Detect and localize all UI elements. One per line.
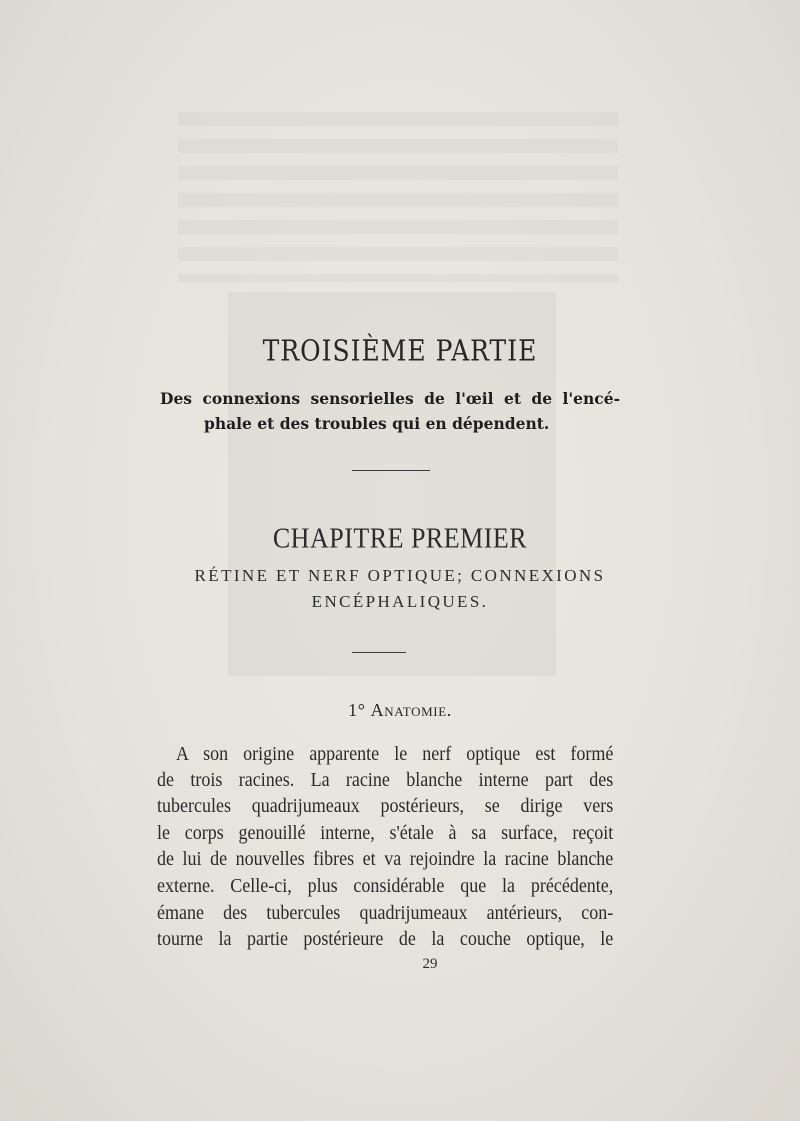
body-line: émane des tubercules quadrijumeaux antérieurs, con- xyxy=(157,902,614,924)
section-heading xyxy=(0,700,800,721)
divider-rule xyxy=(352,470,430,471)
chapter-subtitle-line-2: ENCÉPHALIQUES. xyxy=(311,592,489,611)
section-title: Anatomie. xyxy=(370,700,452,720)
body-line: externe. Celle-ci, plus considérable que la précédente, xyxy=(157,875,614,897)
part-subtitle-line-1: Des connexions sensorielles de l'œil et de l'encé- xyxy=(160,389,620,408)
body-line: le corps genouillé interne, s'étale à sa surface, reçoit xyxy=(157,822,614,844)
show-through-text xyxy=(178,112,618,282)
body-line: A son origine apparente le nerf optique est formé xyxy=(176,743,614,765)
body-line: de trois racines. La racine blanche interne part des xyxy=(157,769,614,791)
part-title: TROISIÈME PARTIE xyxy=(262,333,538,368)
divider-rule xyxy=(352,652,406,653)
part-subtitle-line-2: phale et des troubles qui en dépendent. xyxy=(204,414,550,433)
body-line: de lui de nouvelles fibres et va rejoindre la racine blanche xyxy=(157,848,614,870)
page-number: 29 xyxy=(422,956,438,972)
body-line: tubercules quadrijumeaux postérieurs, se dirige vers xyxy=(157,795,614,817)
chapter-title: CHAPITRE PREMIER xyxy=(272,522,528,555)
chapter-subtitle-line-1: RÉTINE ET NERF OPTIQUE; CONNEXIONS xyxy=(194,566,606,585)
section-number: 1° xyxy=(348,700,366,720)
body-line: tourne la partie postérieure de la couche optique, le xyxy=(157,928,614,950)
